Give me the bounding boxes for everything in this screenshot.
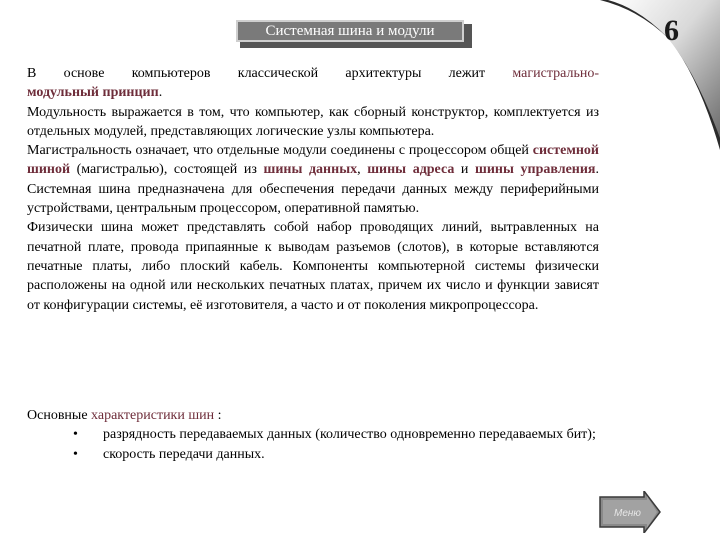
list-item — [27, 425, 599, 444]
characteristics-intro — [27, 406, 599, 425]
text-span: . Системная шина предназначена для обеспечения передачи данных между периферийными устройствами, центральным процессором, оперативной памятью. — [27, 162, 600, 217]
list-item-text: скорость передачи данных. — [103, 446, 265, 462]
text-span: и — [454, 162, 476, 178]
text-span: Основные — [27, 408, 92, 423]
text-span: : — [214, 408, 222, 423]
list-item-text: разрядность передаваемых данных (количество одновременно передаваемых бит); — [103, 427, 596, 443]
next-button-label[interactable]: Меню — [614, 508, 641, 519]
slide-title: Системная шина и модули — [236, 20, 464, 42]
text-span: . — [158, 85, 163, 101]
paragraph-4: Физически шина может представлять собой набор проводящих линий, вытравленных на печатной плате, провода припаянные к выводам разъемов (слотов), в которые вставляются печатные платы, либо плоский кабель. Компоненты компьютерной системы физически расположены на одной или нескольких печатных платах, причем их число и функции зависят от конфигурации системы, её изготовителя, а часто и от поколения микропроцессора. — [27, 220, 599, 313]
text-span: (магистралью), состоящей из — [70, 162, 264, 178]
text-span: , — [357, 162, 368, 178]
highlight-term: шины данных — [263, 162, 358, 178]
paragraph-3 — [27, 141, 599, 218]
characteristics-list — [27, 425, 599, 464]
bullet-icon: • — [73, 427, 78, 443]
characteristics-section — [27, 406, 599, 464]
highlight-term: характеристики шин — [91, 408, 215, 423]
highlight-term: магистрально- — [512, 66, 599, 81]
paragraph-1-cont — [27, 83, 599, 102]
highlight-term: модульный принцип — [27, 85, 159, 101]
text-span: Магистральность означает, что отдельные модули соединены с процессором общей — [27, 143, 533, 159]
highlight-term: шины управления — [475, 162, 596, 178]
list-item — [27, 445, 599, 464]
highlight-term: системной шиной — [27, 143, 599, 178]
bullet-icon: • — [73, 446, 78, 462]
page-curl-icon — [600, 0, 720, 150]
text-span: В основе компьютеров классической архитектуры лежит — [27, 66, 513, 81]
page-number: 6 — [664, 14, 679, 47]
paragraph-2: Модульность выражается в том, что компьютер, как сборный конструктор, комплектуется из отдельных модулей, представляющих логические узлы компьютера. — [27, 104, 599, 139]
highlight-term: шины адреса — [367, 162, 455, 178]
paragraph-1 — [27, 64, 599, 83]
body-text — [27, 64, 599, 315]
